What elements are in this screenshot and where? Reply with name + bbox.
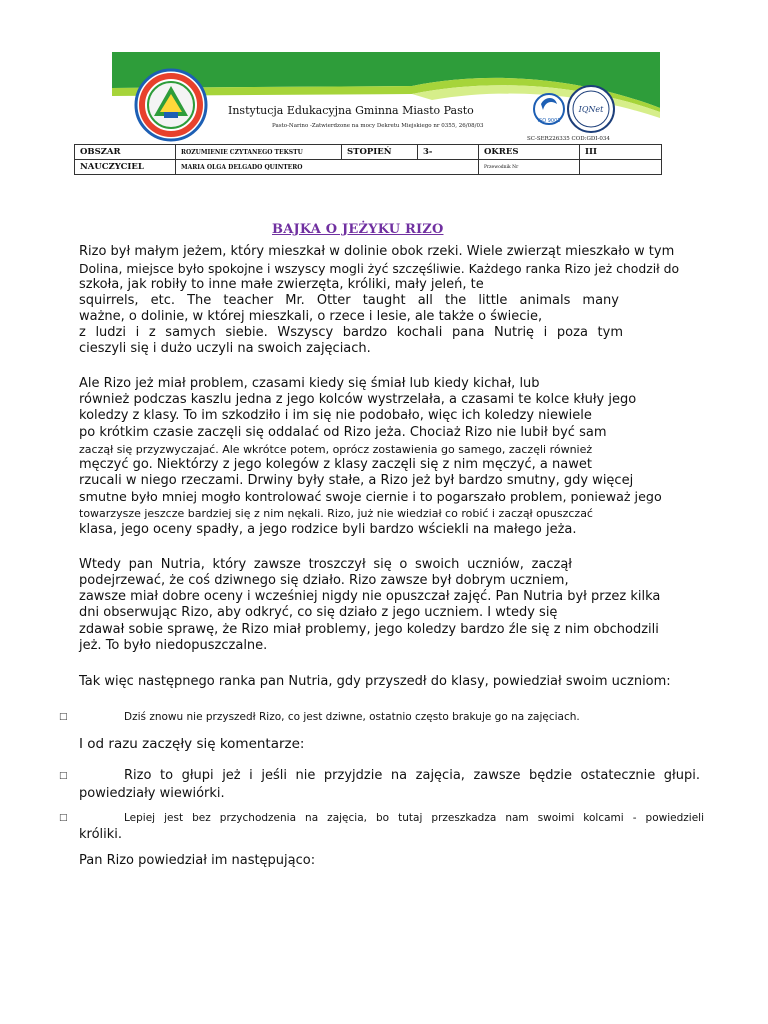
- info-table: [74, 144, 662, 175]
- p2-line-8: smutne było mniej mogło kontrolować swoje ciernie i to pogarszało problem, ponieważ jego: [79, 489, 662, 504]
- p3-line-1: Wtedy pan Nutria, który zawsze troszczył się o swoich uczniów, zaczął: [79, 557, 572, 572]
- bullet-marker-1: □: [59, 712, 68, 722]
- bullet-2-continuation: powiedziały wiewiórki.: [79, 786, 225, 801]
- certification-seals: [533, 82, 623, 140]
- bullet-marker-2: □: [59, 771, 68, 781]
- p3-line-3: zawsze miał dobre oceny i wcześniej nigdy nie opuszczał zajęć. Pan Nutria był przez kilka: [79, 589, 661, 604]
- bullet-3-continuation: króliki.: [79, 827, 123, 842]
- guide-number-label: Przewodnik Nr: [479, 160, 580, 175]
- bullet-2-text: Rizo to głupi jeż i jeśli nie przyjdzie na zajęcia, zawsze będzie ostatecznie głupi.: [124, 768, 700, 783]
- p3-line-4: dni obserwując Rizo, aby odkryć, co się działo z jego uczniem. I wtedy się: [79, 605, 558, 620]
- bullet-1-text: Dziś znowu nie przyszedł Rizo, co jest dziwne, ostatnio często brakuje go na zajęciach.: [124, 711, 580, 723]
- school-logo: [134, 68, 208, 142]
- p2-line-2: również podczas kaszlu jedna z jego kolców wystrzelała, a czasami te kolce kłuły jego: [79, 392, 637, 407]
- p2-line-4: po krótkim czasie zaczęli się oddalać od Rizo jeża. Chociaż Rizo nie lubił być sam: [79, 425, 607, 440]
- institution-name: Instytucja Edukacyjna Gminna Miasto Pasto: [228, 104, 474, 117]
- p2-line-7: rzucali w niego rzeczami. Drwiny były stałe, a Rizo jeż był bardzo smutny, gdy więcej: [79, 473, 634, 488]
- p1-line-1: Rizo był małym jeżem, który mieszkał w dolinie obok rzeki. Wiele zwierząt mieszkało w tym: [79, 244, 675, 259]
- p4-line: Tak więc następnego ranka pan Nutria, gdy przyszedł do klasy, powiedział swoim uczniom:: [79, 674, 671, 689]
- info-row-1: [75, 145, 662, 160]
- period-label: OKRES: [479, 145, 580, 160]
- grade-value: 3-: [418, 145, 479, 160]
- p2-line-5: zaczął się przyzwyczajać. Ale wkrótce potem, oprócz zostawienia go samego, zaczęli również: [79, 443, 593, 456]
- p2-line-9: towarzysze jeszcze bardziej się z nim nękali. Rizo, już nie wiedział co robić i zaczął opuszczać: [79, 507, 593, 520]
- bullet-3-text: Lepiej jest bez przychodzenia na zajęcia, bo tutaj przeszkadza nam swoimi kolcami - powiedzieli: [124, 812, 704, 824]
- area-value: ROZUMIENIE CZYTANEGO TEKSTU: [176, 145, 342, 160]
- p3-line-2: podejrzewać, że coś dziwnego się działo. Rizo zawsze był dobrym uczniem,: [79, 573, 569, 588]
- certificate-code: SC-SER226335 COD:GDI-034: [527, 136, 610, 142]
- story-title: BAJKA O JEŻYKU RIZO: [272, 222, 444, 237]
- p2-line-10: klasa, jego oceny spadły, a jego rodzice byli bardzo wściekli na małego jeża.: [79, 522, 577, 537]
- grade-label: STOPIEŃ: [342, 145, 418, 160]
- approval-decree: Pasto-Narino -Zatwierdzone na mocy Dekretu Miejskiego nr 0355, 26/08/03: [272, 123, 484, 129]
- teacher-label: NAUCZYCIEL: [75, 160, 176, 175]
- p2-line-6: męczyć go. Niektórzy z jego kolegów z klasy zaczęli się z nim męczyć, a nawet: [79, 457, 592, 472]
- guide-number-value: [580, 160, 662, 175]
- p1-line-7: cieszyli się i dużo uczyli na swoich zajęciach.: [79, 341, 371, 356]
- p2-line-3: koledzy z klasy. To im szkodziło i im się nie podobało, więc ich koledzy niewiele: [79, 408, 592, 423]
- p1-line-4: squirrels, etc. The teacher Mr. Otter taught all the little animals many: [79, 293, 619, 308]
- p1-line-6: z ludzi i z samych siebie. Wszyscy bardzo kochali pana Nutrię i poza tym: [79, 325, 623, 340]
- p2-line-1: Ale Rizo jeż miał problem, czasami kiedy się śmiał lub kiedy kichał, lub: [79, 376, 540, 391]
- iqnet-seal-label: IQNet: [578, 105, 604, 114]
- comments-line: I od razu zaczęły się komentarze:: [79, 736, 305, 752]
- p3-line-6: jeż. To było niedopuszczalne.: [79, 638, 268, 653]
- p1-line-2: Dolina, miejsce było spokojne i wszyscy mogli żyć szczęśliwie. Każdego ranka Rizo jeż chodził do: [79, 261, 680, 276]
- area-label: OBSZAR: [75, 145, 176, 160]
- bullet-marker-3: □: [59, 813, 68, 823]
- period-value: III: [580, 145, 662, 160]
- p3-line-5: zdawał sobie sprawę, że Rizo miał problemy, jego koledzy bardzo źle się z nim obchodzili: [79, 622, 659, 637]
- p1-line-3: szkoła, jak robiły to inne małe zwierzęta, króliki, mały jeleń, te: [79, 277, 484, 292]
- info-row-2: [75, 160, 662, 175]
- closing-line: Pan Rizo powiedział im następująco:: [79, 853, 316, 868]
- p1-line-5: ważne, o dolinie, w której mieszkali, o rzece i lesie, ale także o świecie,: [79, 309, 543, 324]
- iso-seal-label: ISO 9001: [537, 118, 561, 124]
- teacher-name: MARIA OLGA DELGADO QUINTERO: [176, 160, 479, 175]
